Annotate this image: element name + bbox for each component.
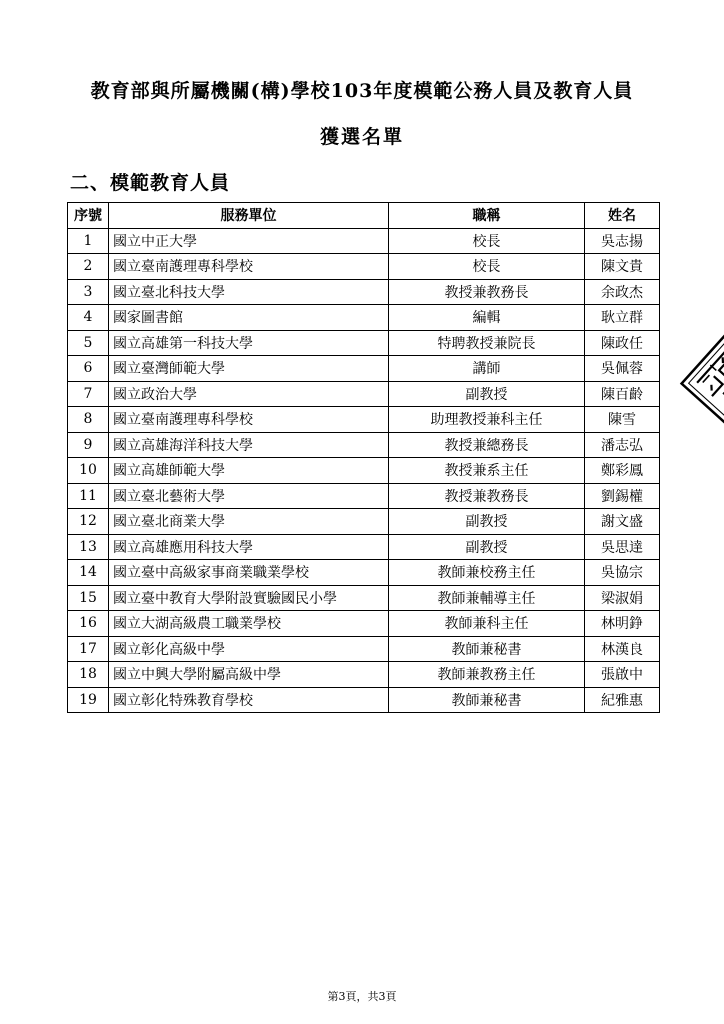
cell-unit: 國立臺北科技大學 xyxy=(109,279,389,305)
cell-serial: 13 xyxy=(68,534,109,560)
cell-serial: 5 xyxy=(68,330,109,356)
header-unit: 服務單位 xyxy=(109,203,389,229)
header-title: 職稱 xyxy=(389,203,585,229)
cell-title: 特聘教授兼院長 xyxy=(389,330,585,356)
cell-name: 林漢良 xyxy=(585,636,660,662)
cell-serial: 6 xyxy=(68,356,109,382)
cell-serial: 1 xyxy=(68,228,109,254)
cell-serial: 7 xyxy=(68,381,109,407)
cell-title: 教授兼系主任 xyxy=(389,458,585,484)
cell-title: 教師兼教務主任 xyxy=(389,662,585,688)
table-row xyxy=(68,585,660,611)
cell-title: 助理教授兼科主任 xyxy=(389,407,585,433)
cell-serial: 9 xyxy=(68,432,109,458)
cell-title: 教師兼校務主任 xyxy=(389,560,585,586)
cell-title: 編輯 xyxy=(389,305,585,331)
page-footer: 第3頁，共3頁 xyxy=(327,990,397,1003)
cell-unit: 國家圖書館 xyxy=(109,305,389,331)
cell-unit: 國立高雄第一科技大學 xyxy=(109,330,389,356)
cell-serial: 11 xyxy=(68,483,109,509)
awardee-table xyxy=(67,202,660,713)
official-seal-icon xyxy=(677,327,724,434)
table-row xyxy=(68,636,660,662)
cell-serial: 17 xyxy=(68,636,109,662)
cell-unit: 國立政治大學 xyxy=(109,381,389,407)
cell-unit: 國立彰化特殊教育學校 xyxy=(109,687,389,713)
cell-title: 教師兼輔導主任 xyxy=(389,585,585,611)
document-title: 教育部與所屬機關(構)學校103年度模範公務人員及教育人員 xyxy=(90,80,634,102)
table-row xyxy=(68,458,660,484)
cell-unit: 國立臺南護理專科學校 xyxy=(109,254,389,280)
cell-name: 紀雅惠 xyxy=(585,687,660,713)
cell-title: 教授兼教務長 xyxy=(389,483,585,509)
cell-title: 教師兼科主任 xyxy=(389,611,585,637)
cell-unit: 國立臺灣師範大學 xyxy=(109,356,389,382)
table-row xyxy=(68,330,660,356)
cell-title: 副教授 xyxy=(389,381,585,407)
cell-unit: 國立高雄海洋科技大學 xyxy=(109,432,389,458)
table-row xyxy=(68,305,660,331)
table-row xyxy=(68,432,660,458)
table-row xyxy=(68,483,660,509)
cell-name: 鄭彩鳳 xyxy=(585,458,660,484)
cell-serial: 10 xyxy=(68,458,109,484)
cell-name: 吳佩蓉 xyxy=(585,356,660,382)
header-serial: 序號 xyxy=(68,203,109,229)
cell-name: 陳雪 xyxy=(585,407,660,433)
cell-unit: 國立臺北商業大學 xyxy=(109,509,389,535)
table-row xyxy=(68,407,660,433)
cell-serial: 4 xyxy=(68,305,109,331)
table-row xyxy=(68,381,660,407)
document-subtitle: 獲選名單 xyxy=(319,126,404,148)
cell-unit: 國立高雄師範大學 xyxy=(109,458,389,484)
table-row xyxy=(68,687,660,713)
table-row xyxy=(68,662,660,688)
cell-serial: 19 xyxy=(68,687,109,713)
cell-unit: 國立大湖高級農工職業學校 xyxy=(109,611,389,637)
cell-title: 教師兼秘書 xyxy=(389,636,585,662)
table-row xyxy=(68,356,660,382)
section-heading: 二、模範教育人員 xyxy=(70,172,231,194)
table-body xyxy=(68,228,660,713)
cell-name: 謝文盛 xyxy=(585,509,660,535)
cell-unit: 國立臺中高級家事商業職業學校 xyxy=(109,560,389,586)
table-row xyxy=(68,509,660,535)
cell-unit: 國立中正大學 xyxy=(109,228,389,254)
table-header-row xyxy=(68,203,660,229)
cell-serial: 16 xyxy=(68,611,109,637)
cell-name: 吳思達 xyxy=(585,534,660,560)
cell-title: 副教授 xyxy=(389,534,585,560)
cell-serial: 14 xyxy=(68,560,109,586)
table-row xyxy=(68,279,660,305)
table-row xyxy=(68,560,660,586)
cell-title: 副教授 xyxy=(389,509,585,535)
cell-name: 林明錚 xyxy=(585,611,660,637)
cell-name: 陳文貴 xyxy=(585,254,660,280)
cell-unit: 國立臺北藝術大學 xyxy=(109,483,389,509)
cell-title: 教授兼總務長 xyxy=(389,432,585,458)
cell-name: 陳政任 xyxy=(585,330,660,356)
cell-name: 劉錫權 xyxy=(585,483,660,509)
cell-title: 講師 xyxy=(389,356,585,382)
cell-serial: 15 xyxy=(68,585,109,611)
cell-name: 吳志揚 xyxy=(585,228,660,254)
cell-unit: 國立彰化高級中學 xyxy=(109,636,389,662)
table-row xyxy=(68,228,660,254)
table-row xyxy=(68,254,660,280)
cell-title: 教授兼教務長 xyxy=(389,279,585,305)
cell-title: 校長 xyxy=(389,254,585,280)
cell-serial: 8 xyxy=(68,407,109,433)
cell-serial: 2 xyxy=(68,254,109,280)
cell-serial: 18 xyxy=(68,662,109,688)
cell-name: 陳百齡 xyxy=(585,381,660,407)
header-name: 姓名 xyxy=(585,203,660,229)
cell-title: 教師兼秘書 xyxy=(389,687,585,713)
table-row xyxy=(68,534,660,560)
cell-serial: 3 xyxy=(68,279,109,305)
cell-unit: 國立高雄應用科技大學 xyxy=(109,534,389,560)
cell-name: 梁淑娟 xyxy=(585,585,660,611)
cell-title: 校長 xyxy=(389,228,585,254)
cell-unit: 國立臺中教育大學附設實驗國民小學 xyxy=(109,585,389,611)
cell-name: 張啟中 xyxy=(585,662,660,688)
cell-name: 潘志弘 xyxy=(585,432,660,458)
cell-serial: 12 xyxy=(68,509,109,535)
table-row xyxy=(68,611,660,637)
cell-unit: 國立中興大學附屬高級中學 xyxy=(109,662,389,688)
cell-name: 吳協宗 xyxy=(585,560,660,586)
cell-name: 余政杰 xyxy=(585,279,660,305)
cell-name: 耿立群 xyxy=(585,305,660,331)
cell-unit: 國立臺南護理專科學校 xyxy=(109,407,389,433)
